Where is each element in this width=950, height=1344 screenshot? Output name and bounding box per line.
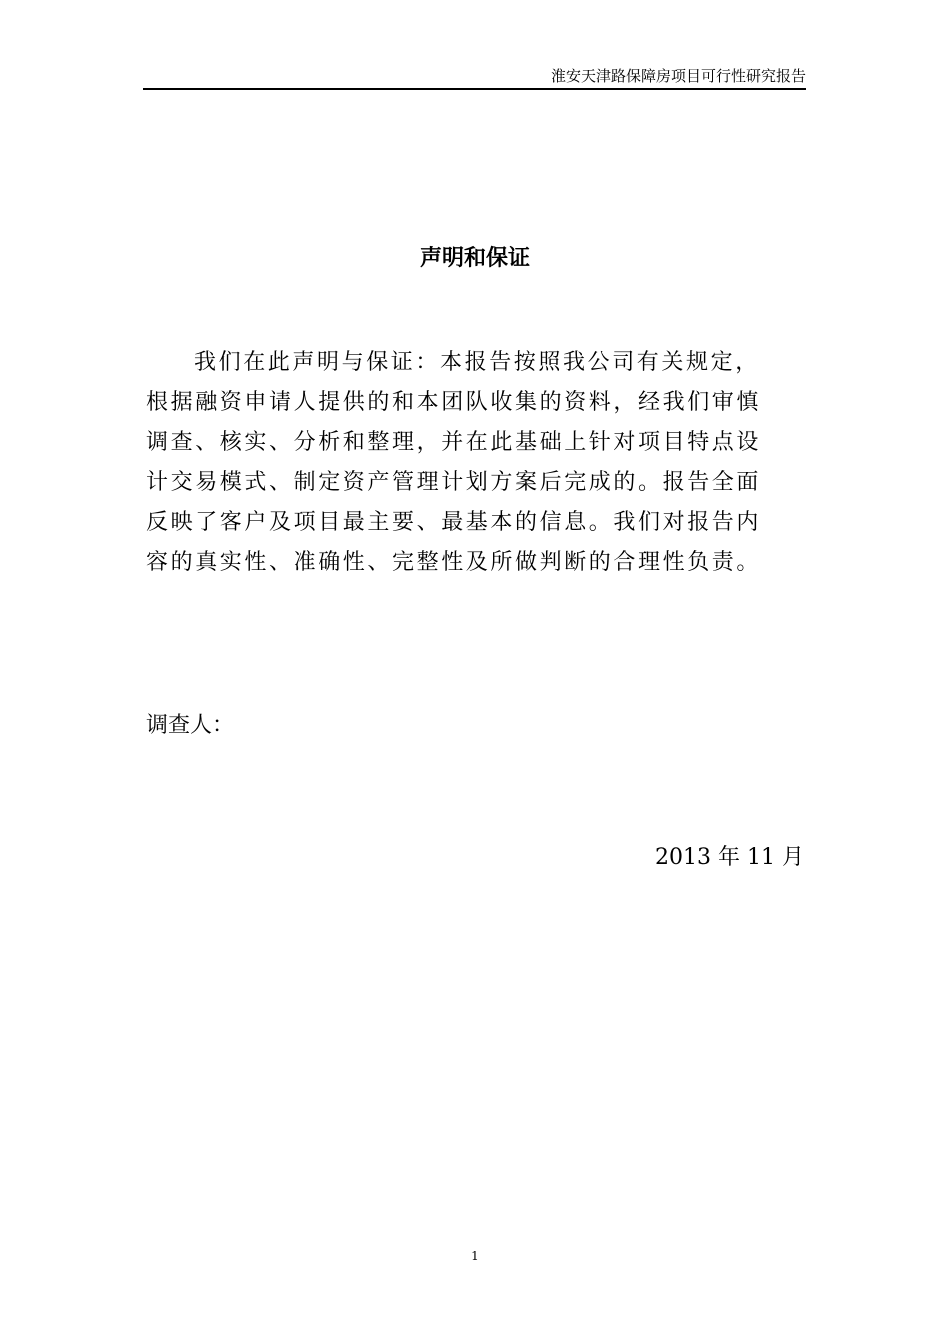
paragraph-line: 根据融资申请人提供的和本团队收集的资料，经我们审慎: [146, 390, 762, 415]
declaration-paragraph: [146, 343, 806, 583]
paragraph-line: 计交易模式、制定资产管理计划方案后完成的。报告全面: [146, 470, 762, 495]
document-title: 声明和保证: [419, 245, 530, 271]
paragraph-line: 我们在此声明与保证：本报告按照我公司有关规定，: [194, 350, 760, 375]
paragraph-line: 调查、核实、分析和整理，并在此基础上针对项目特点设: [146, 430, 762, 455]
investigator-label: 调查人：: [146, 713, 235, 738]
page-header: [143, 66, 806, 90]
running-header-title: 淮安天津路保障房项目可行性研究报告: [550, 67, 806, 85]
page-number: 1: [471, 1249, 479, 1263]
paragraph-line: 容的真实性、准确性、完整性及所做判断的合理性负责。: [146, 550, 762, 575]
document-date: 2013 年 11 月: [655, 845, 804, 870]
paragraph-line: 反映了客户及项目最主要、最基本的信息。我们对报告内: [146, 510, 762, 535]
